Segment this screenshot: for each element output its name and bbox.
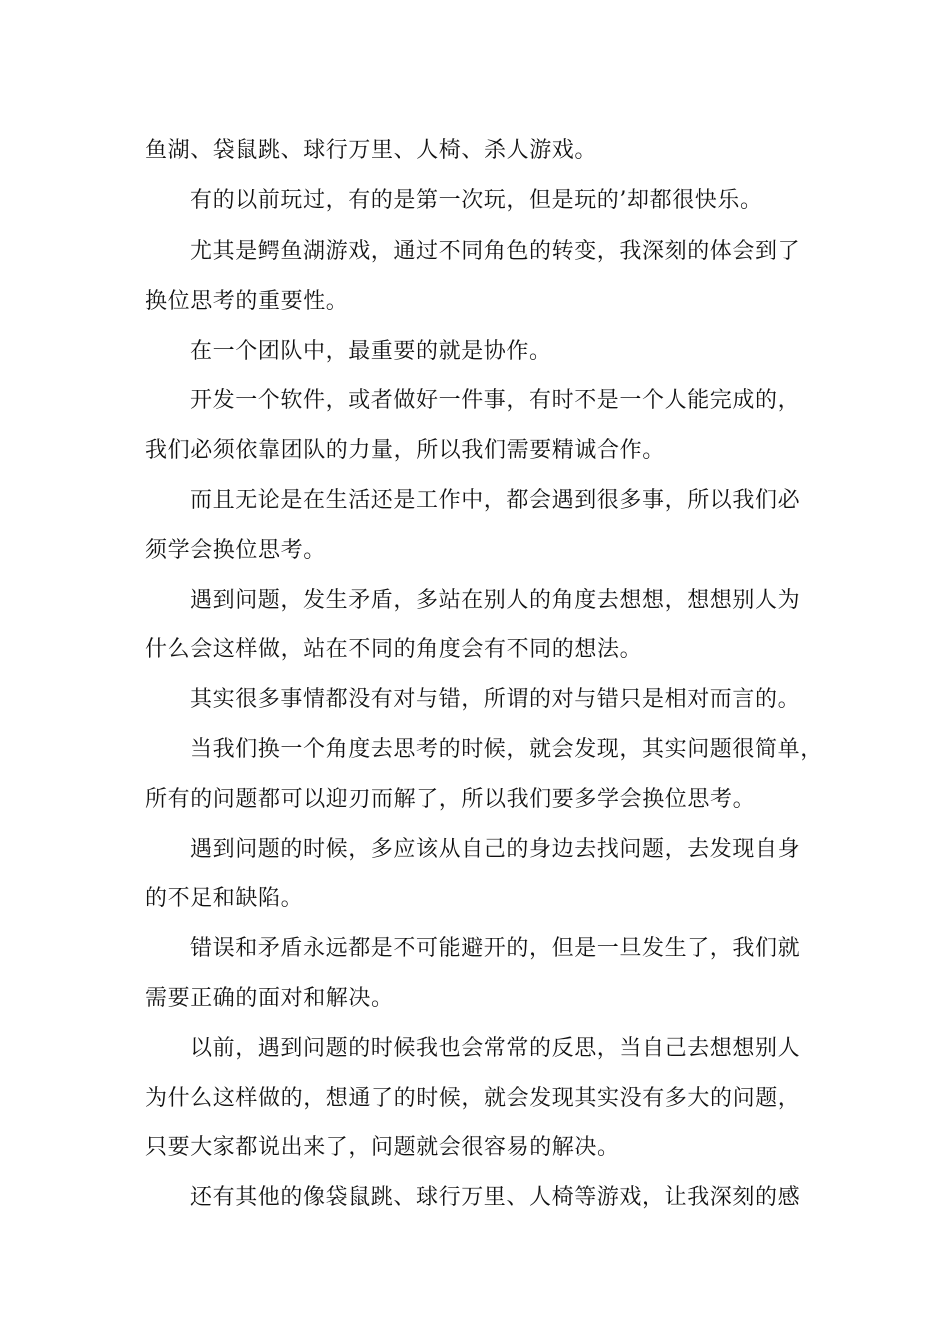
paragraph-line: 错误和矛盾永远都是不可能避开的，但是一旦发生了，我们就	[190, 936, 801, 961]
text-line: 我们必须依靠团队的力量，所以我们需要精诚合作。	[145, 438, 665, 463]
paragraph-line: 遇到问题的时候，多应该从自己的身边去找问题，去发现自身	[190, 837, 801, 862]
paragraph-line: 还有其他的像袋鼠跳、球行万里、人椅等游戏，让我深刻的感	[190, 1185, 801, 1210]
text-line: 只要大家都说出来了，问题就会很容易的解决。	[145, 1135, 620, 1160]
paragraph-line: 在一个团队中，最重要的就是协作。	[190, 339, 552, 364]
paragraph-line: 而且无论是在生活还是工作中，都会遇到很多事，所以我们必	[190, 488, 801, 513]
paragraph-line: 以前，遇到问题的时候我也会常常的反思，当自己去想想别人	[190, 1036, 801, 1061]
paragraph-line: 当我们换一个角度去思考的时候，就会发现，其实问题很简单，	[190, 737, 823, 762]
text-line: 须学会换位思考。	[145, 538, 326, 563]
paragraph-line: 尤其是鳄鱼湖游戏，通过不同角色的转变，我深刻的体会到了	[190, 239, 801, 264]
paragraph-line: 开发一个软件，或者做好一件事，有时不是一个人能完成的，	[190, 388, 801, 413]
text-line: 换位思考的重要性。	[145, 289, 349, 314]
text-line: 鱼湖、袋鼠跳、球行万里、人椅、杀人游戏。	[145, 138, 598, 163]
text-line: 所有的问题都可以迎刃而解了，所以我们要多学会换位思考。	[145, 787, 756, 812]
text-line: 的不足和缺陷。	[145, 886, 304, 911]
text-line: 为什么这样做的，想通了的时候，就会发现其实没有多大的问题，	[145, 1086, 801, 1111]
paragraph-line: 有的以前玩过，有的是第一次玩，但是玩的’却都很快乐。	[190, 188, 763, 213]
text-line: 需要正确的面对和解决。	[145, 986, 394, 1011]
text-line: 什么会这样做，站在不同的角度会有不同的想法。	[145, 637, 643, 662]
paragraph-line: 遇到问题，发生矛盾，多站在别人的角度去想想，想想别人为	[190, 588, 801, 613]
paragraph-line: 其实很多事情都没有对与错，所谓的对与错只是相对而言的。	[190, 687, 801, 712]
